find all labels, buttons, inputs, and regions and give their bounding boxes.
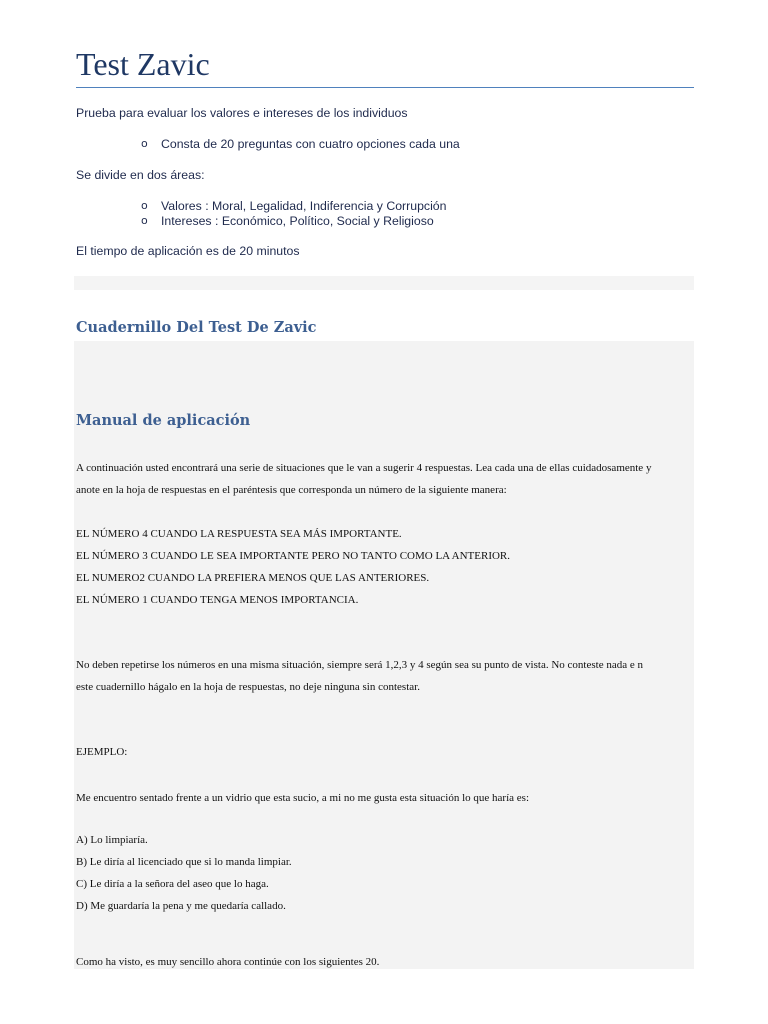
manual-paragraph-line: A continuación usted encontrará una serie de situaciones que le van a sugerir 4 respuestas. Lea cada una de ellas cuidadosamente y	[76, 462, 652, 474]
example-option: A) Lo limpiaría.	[76, 834, 148, 846]
rule-line: EL NÚMERO 3 CUANDO LE SEA IMPORTANTE PERO NO TANTO COMO LA ANTERIOR.	[76, 550, 511, 562]
rule-line: EL NUMERO2 CUANDO LA PREFIERA MENOS QUE LAS ANTERIORES.	[76, 572, 430, 584]
rule-line: EL NÚMERO 4 CUANDO LA RESPUESTA SEA MÁS IMPORTANTE.	[76, 528, 402, 540]
area-item-valores: Valores : Moral, Legalidad, Indiferencia y Corrupción	[161, 199, 447, 213]
time-text: El tiempo de aplicación es de 20 minutos	[76, 244, 300, 258]
area-item-intereses: Intereses : Económico, Político, Social y Religioso	[161, 214, 434, 228]
bullet-circle-icon: o	[141, 137, 148, 150]
manual-heading: Manual de aplicación	[76, 412, 251, 429]
bullet-item: Consta de 20 preguntas con cuatro opciones cada una	[161, 137, 460, 151]
areas-intro: Se divide en dos áreas:	[76, 168, 205, 182]
closing-text: Como ha visto, es muy sencillo ahora continúe con los siguientes 20.	[76, 956, 380, 968]
manual-paragraph-line: anote en la hoja de respuestas en el paréntesis que corresponda un número de la siguiente manera:	[76, 484, 507, 496]
example-option: D) Me guardaría la pena y me quedaría callado.	[76, 900, 286, 912]
intro-text: Prueba para evaluar los valores e intereses de los individuos	[76, 106, 408, 120]
example-option: B) Le diría al licenciado que si lo manda limpiar.	[76, 856, 292, 868]
shaded-band	[74, 276, 694, 290]
cuadernillo-heading: Cuadernillo Del Test De Zavic	[76, 319, 317, 336]
bullet-circle-icon: o	[141, 199, 148, 212]
bullet-circle-icon: o	[141, 214, 148, 227]
example-text: Me encuentro sentado frente a un vidrio que esta sucio, a mi no me gusta esta situación lo que haría es:	[76, 792, 529, 804]
page-title: Test Zavic	[76, 46, 210, 82]
example-option: C) Le diría a la señora del aseo que lo haga.	[76, 878, 269, 890]
manual-section-background	[74, 341, 694, 969]
instructions-line: No deben repetirse los números en una misma situación, siempre será 1,2,3 y 4 según sea su punto de vista. No conteste nada e n	[76, 659, 643, 671]
example-label: EJEMPLO:	[76, 746, 128, 758]
title-divider	[76, 87, 694, 88]
rule-line: EL NÚMERO 1 CUANDO TENGA MENOS IMPORTANCIA.	[76, 594, 359, 606]
instructions-line: este cuadernillo hágalo en la hoja de respuestas, no deje ninguna sin contestar.	[76, 681, 420, 693]
